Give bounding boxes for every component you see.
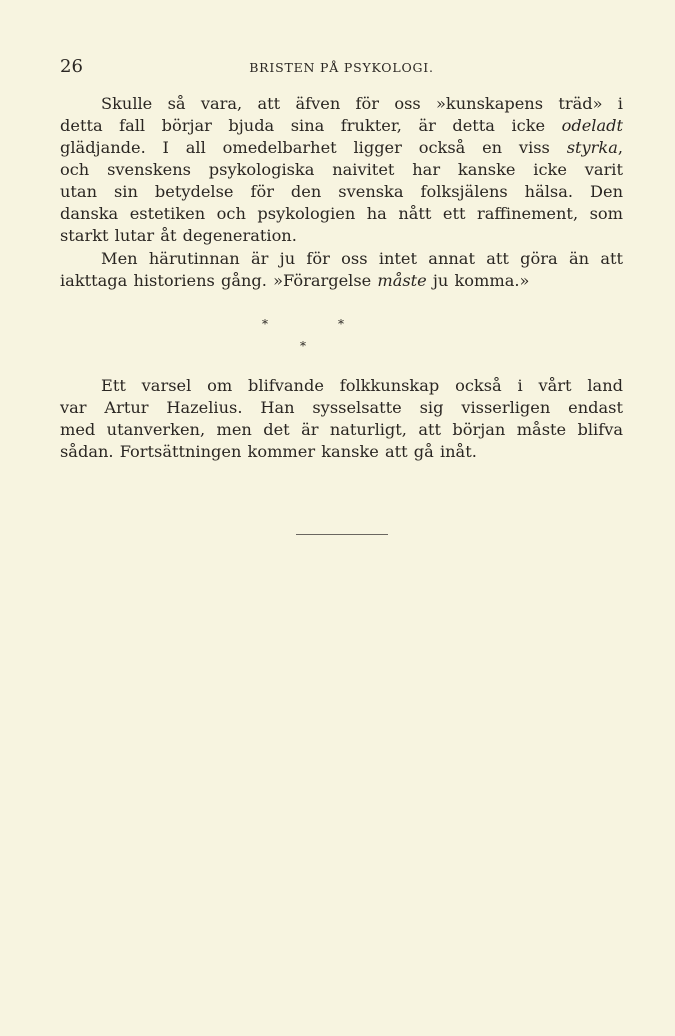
- text-line: [60, 115, 623, 137]
- page-header: [60, 56, 623, 80]
- text-line: [60, 137, 623, 159]
- text-line: utan sin betydelse för den svenska folksjälens hälsa. Den: [60, 182, 623, 201]
- section-end-rule: [296, 534, 388, 535]
- text-line: danska estetiken och psykologien ha nått ett raffinement, som: [60, 204, 623, 223]
- text-line: var Artur Hazelius. Han sysselsatte sig visserligen endast: [60, 398, 623, 417]
- italic-text: måste: [377, 271, 427, 290]
- italic-text: styrka: [566, 138, 618, 157]
- text-run: iakttaga historiens gång. »Förargelse: [60, 271, 378, 290]
- text-line: Men härutinnan är ju för oss intet annat att göra än att: [101, 249, 623, 268]
- text-run: ,: [617, 138, 623, 157]
- text-line: Ett varsel om blifvande folkkunskap också i vårt land: [101, 376, 623, 395]
- asterisk-icon: *: [300, 339, 306, 353]
- text-run: ju komma.»: [426, 271, 530, 290]
- text-run: detta fall börjar bjuda sina frukter, är detta icke: [60, 116, 562, 135]
- text-line: med utanverken, men det är naturligt, att början måste blifva: [60, 420, 623, 439]
- text-run: glädjande. I all omedelbarhet ligger också en viss: [60, 138, 567, 157]
- text-line: sådan. Fortsättningen kommer kanske att gå inåt.: [60, 442, 477, 461]
- page-number: 26: [60, 56, 83, 77]
- italic-text: odeladt: [561, 116, 623, 135]
- running-head: BRISTEN PÅ PSYKOLOGI.: [249, 60, 434, 75]
- asterisk-icon: *: [262, 317, 268, 331]
- text-line: starkt lutar åt degeneration.: [60, 226, 297, 245]
- text-line: Skulle så vara, att äfven för oss »kunskapens träd» i: [101, 94, 623, 113]
- text-line: och svenskens psykologiska naivitet har kanske icke varit: [60, 160, 623, 179]
- asterisk-icon: *: [338, 317, 344, 331]
- text-line: [60, 270, 623, 292]
